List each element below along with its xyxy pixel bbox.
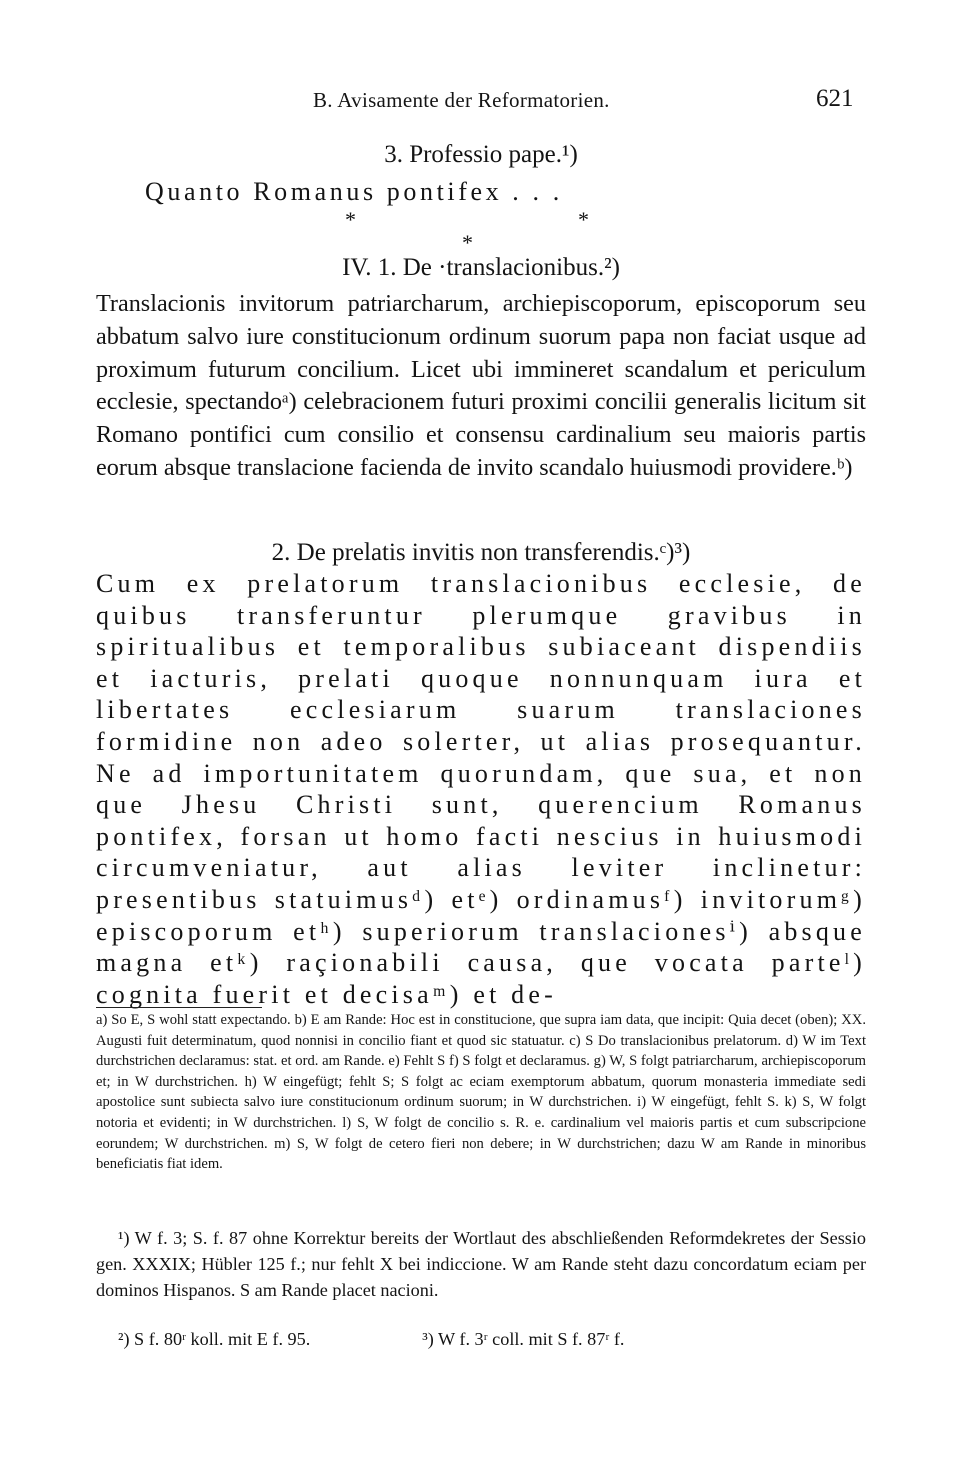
running-title: B. Avisamente der Reformatorien. [313, 88, 610, 112]
footnote-3: ³) W f. 3ʳ coll. mit S f. 87ʳ f. [422, 1329, 625, 1349]
subsection-title-1: IV. 1. De ·translacionibus.²) [342, 254, 620, 281]
asterisk-right: * [578, 207, 589, 232]
paragraph-translacionibus: Translacionis invitorum patriarcharum, archiepiscoporum, episcoporum seu abbatum salvo iure constitucionum ordinum suorum papa non faciat usque ad proximum futurum concilium. Licet ubi immineret scandalum et periculum ecclesie, spectandoᵃ) celebracionem futuri proximi concilii generalis licitum sit Romano pontifici cum consilio et consensu cardinalium seu maioris partis eorum absque translacione facienda de invito scandalo huiusmodi providere.ᵇ) [96, 290, 866, 481]
asterisk-center: * [462, 230, 473, 255]
asterisk-left: * [345, 207, 356, 232]
footnote-1 [96, 1225, 866, 1303]
footnotes-2-3 [118, 1329, 624, 1350]
footnote-1-text: ¹) W f. 3; S. f. 87 ohne Korrektur bereits der Wortlaut des abschließenden Reformdekretes der Sessio gen. XXXIX; Hübler 125 f.; nur fehlt X bei indiccione. W am Rande steht dazu concordatum eciam per dominos Hispanos. S am Rande placet nacioni. [96, 1228, 866, 1300]
footnote-2: ²) S f. 80ʳ koll. mit E f. 95. [118, 1329, 311, 1349]
page-number: 621 [816, 85, 854, 112]
footnote-divider [96, 1007, 262, 1008]
subsection-title-2: 2. De prelatis invitis non transferendis.ᶜ)³) [271, 539, 691, 566]
paragraph-prelatis: Cum ex prelatorum translacionibus ecclesie, de quibus transferuntur plerumque gravibus in spiritualibus et temporalibus subiaceant dispendiis et iacturis, prelati quoque nonnunquam iura et libertates ecclesiarum suarum translaciones formidine non adeo solerter, ut alias prosequantur. Ne ad importunitatem quorundam, que sua, et non que Jhesu Christi sunt, querencium Romanus pontifex, forsan ut homo facti nescius in huiusmodi circumveniatur, aut alias leviter inclinetur: presentibus statuimusᵈ) etᵉ) ordinamusᶠ) invitorumᵍ) episcoporum etʰ) superiorum translacionesⁱ) absque magna etᵏ) raçionabili causa, que vocata parteˡ) cognita fuerit et decisaᵐ) et de- [96, 569, 866, 1009]
incipit-line: Quanto Romanus pontifex . . . [145, 177, 563, 206]
critical-apparatus: a) So E, S wohl statt expectando. b) E am Rande: Hoc est in constitucione, que supra iam data, que incipit: Quia decet (oben); XX. Augusti fuit determinatum, quod nonnisi in concilio fiant et quod sic statuatur. c) S Do translacionibus prelatorum. d) W im Text durchstrichen declaramus: stat. et ord. am Rande. e) Fehlt S f) S folgt et declaramus. g) W, S folgt patriarcharum, archiepiscoporum et; in W durchstrichen. h) W eingefügt; fehlt S; S folgt ac eciam exemptorum abbatum, quorum monasteria immediate sedi apostolice sunt subiecta salvo iure constitucionum ordinum suorum; in W durchstrichen. i) W eingefügt, fehlt S. k) S, W folgt notoria et evidenti; in W durchstrichen. l) S, W folgt de concilio s. R. e. cardinalium vel maioris partis et cum subscripcione eorundem; W durchstrichen. m) S, W folgt de cetero fieri non debere; in W durchstrichen; dazu W am Rande in minoribus beneficiatis fiat idem. [96, 1012, 866, 1173]
section-title: 3. Professio pape.¹) [384, 141, 578, 168]
